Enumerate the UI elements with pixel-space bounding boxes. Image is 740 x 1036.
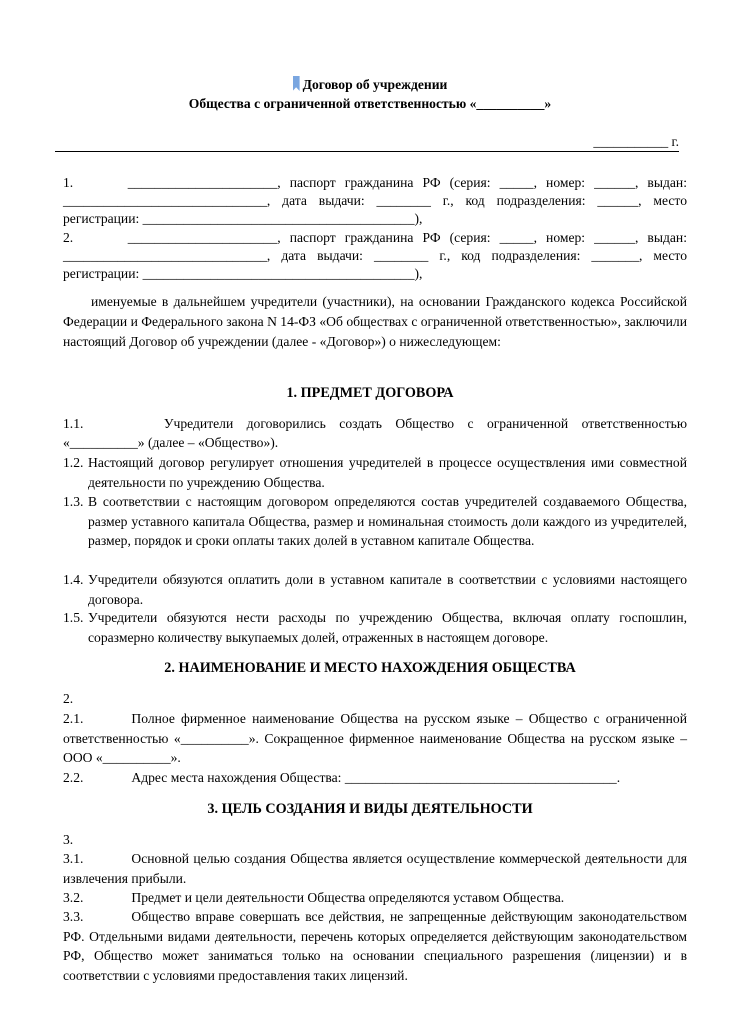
section-3-heading: 3. ЦЕЛЬ СОЗДАНИЯ И ВИДЫ ДЕЯТЕЛЬНОСТИ <box>207 801 533 817</box>
city-date: ___________ г. <box>593 134 679 149</box>
item-1-2 <box>63 453 687 492</box>
section-3-number: 3. <box>63 832 74 847</box>
item-text: Настоящий договор регулирует отношения учредителей в процессе осуществления ими совместной деятельности по учреждению Общества. <box>88 455 687 490</box>
item-3-2 <box>63 888 687 908</box>
item-3-1 <box>63 849 687 888</box>
party-2-line-1: 2. ______________________, паспорт гражданина РФ (серия: _____, номер: ______, выдан: <box>63 230 687 245</box>
item-2-1 <box>63 709 687 768</box>
bookmark-icon <box>293 76 300 91</box>
item-number: 2.1. <box>63 711 84 726</box>
item-text: Полное фирменное наименование Общества на русском языке – Общество с ограниченной ответственностью «__________». Сокращенное фирменное наименование Общества на русском языке – ООО «__________». <box>63 711 687 766</box>
section-1-heading: 1. ПРЕДМЕТ ДОГОВОРА <box>286 385 454 401</box>
item-3-3 <box>63 907 687 985</box>
item-text: В соответствии с настоящим договором определяются состав учредителей создаваемого Общества, размер уставного капитала Общества, размер и номинальная стоимость доли каждого из учредителей, размер, порядок и сроки оплаты таких долей в уставном капитале Общества. <box>88 494 687 548</box>
item-1-1-line-2: «__________» (далее – «Общество»). <box>63 435 279 450</box>
title-text: Договор об учреждении <box>302 77 448 92</box>
document-title-line2: Общества с ограниченной ответственностью «__________» <box>188 96 552 111</box>
item-text: Адрес места нахождения Общества: ________________________________________. <box>131 770 621 785</box>
item-1-3 <box>63 492 687 551</box>
party-1-line-3: регистрации: ________________________________________), <box>63 211 423 226</box>
preamble-paragraph: именуемые в дальнейшем учредители (участники), на основании Гражданского кодекса Российской Федерации и Федерального закона N 14-ФЗ «Об обществах с ограниченной ответственностью», заключили настоящий Договор об учреждении (далее - «Договор») о нижеследующем: <box>63 294 687 349</box>
item-1-4 <box>63 570 687 609</box>
item-text: Общество вправе совершать все действия, не запрещенные действующим законодательством РФ. Отдельными видами деятельности, перечень которых определяется действующим законодательством РФ, Общество может заниматься только на основании специального разрешения (лицензии) и в соответствии с условиями предоставления таких лицензий. <box>63 909 687 983</box>
item-1-1-line-1: 1.1. Учредители договорились создать Общество с ограниченной ответственностью <box>63 416 687 431</box>
item-text: Предмет и цели деятельности Общества определяются уставом Общества. <box>131 890 565 905</box>
item-number: 1.3. <box>63 494 84 509</box>
item-number: 1.2. <box>63 455 84 470</box>
section-2-heading: 2. НАИМЕНОВАНИЕ И МЕСТО НАХОЖДЕНИЯ ОБЩЕСТВА <box>164 660 576 676</box>
header-divider <box>55 151 679 152</box>
item-1-5 <box>63 608 687 647</box>
item-text: Учредители обязуются оплатить доли в уставном капитале в соответствии с условиями настоящего договора. <box>88 572 687 607</box>
party-2-line-2: ______________________________, дата выдачи: ________ г., код подразделения: _______, место <box>63 248 687 263</box>
section-2-number: 2. <box>63 691 74 706</box>
item-number: 1.4. <box>63 572 84 587</box>
party-1-line-1: 1. ______________________, паспорт гражданина РФ (серия: _____, номер: ______, выдан: <box>63 175 687 190</box>
item-number: 2.2. <box>63 770 84 785</box>
item-text: Основной целью создания Общества является осуществление коммерческой деятельности для извлечения прибыли. <box>63 851 687 886</box>
item-2-2 <box>63 768 687 788</box>
item-number: 3.2. <box>63 890 84 905</box>
party-1-line-2: ______________________________, дата выдачи: ________ г., код подразделения: ______, место <box>63 193 687 208</box>
party-2-line-3: регистрации: ________________________________________), <box>63 266 423 281</box>
item-text: Учредители обязуются нести расходы по учреждению Общества, включая оплату госпошлин, соразмерно количеству выкупаемых долей, отраженных в настоящем договоре. <box>88 610 687 645</box>
item-number: 3.3. <box>63 909 84 924</box>
item-number: 3.1. <box>63 851 84 866</box>
item-number: 1.5. <box>63 610 84 625</box>
document-title-line1 <box>0 76 740 93</box>
